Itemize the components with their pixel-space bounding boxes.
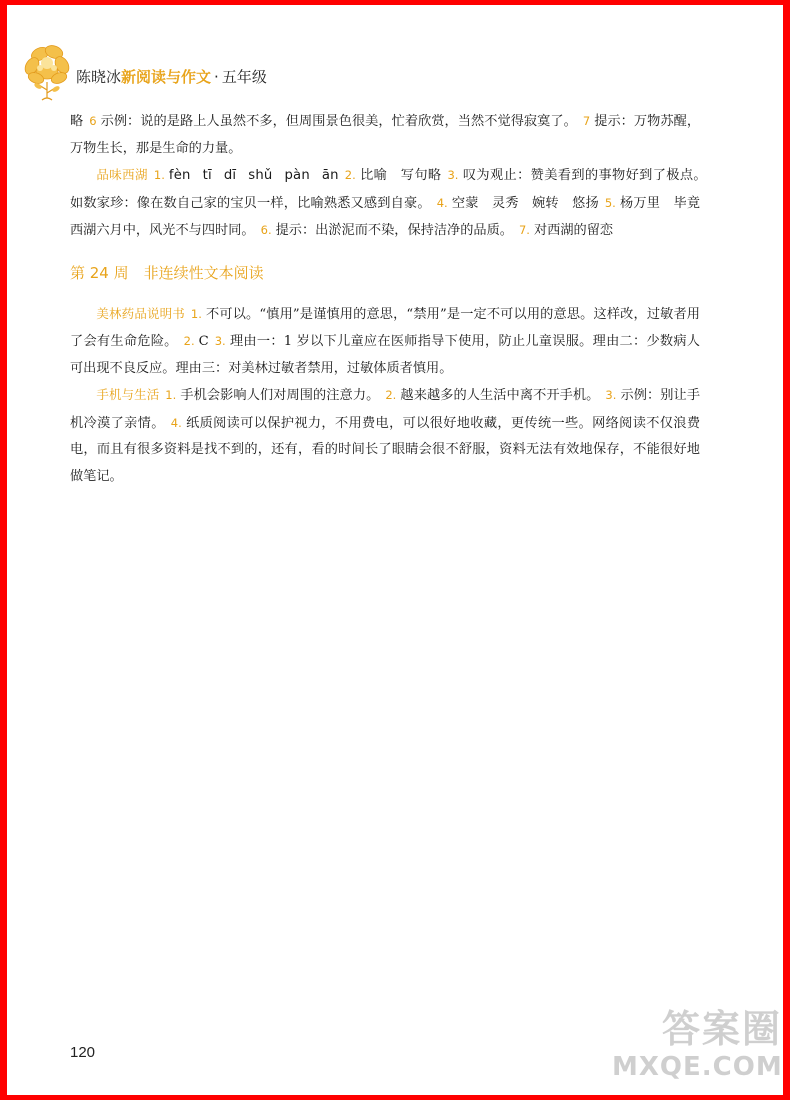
question-number: 1. (153, 168, 165, 182)
question-number: 5. (604, 195, 616, 210)
answer-text: C (198, 334, 209, 349)
question-number: 2. (183, 334, 195, 348)
watermark-cn: 答案圈 (661, 1007, 782, 1051)
article-title: 手机与生活 (96, 387, 160, 402)
question-number: 2. (385, 388, 397, 402)
header-author: 陈晓冰 (76, 68, 122, 86)
flower-logo-icon (18, 38, 76, 106)
header-title (76, 66, 267, 87)
answer-text: 不可以。“慎用”是谨慎用的意思，“禁用”是一定不可以用的意思。这样改，过敏者用了会有生命危险。 (70, 306, 700, 349)
answer-text: 杨万里 毕竟西湖六月中，风光不与四时同。 (70, 195, 701, 238)
pinyin-item: shǔ (248, 168, 273, 183)
answer-block-previous (70, 108, 700, 162)
article-title: 美林药品说明书 (96, 305, 185, 321)
answer-text: 纸质阅读可以保护视力，不用费电，可以很好地收藏，更传统一些。网络阅读不仅浪费电，而且有很多资料是找不到的，还有，看的时间长了眼睛会很不舒服，资料无法有效地保存，不能很好地做笔记。 (70, 415, 701, 484)
answer-text: 示例：说的是路上人虽然不多，但周围景色很美，忙着欣赏，当然不觉得寂寞了。 (100, 114, 577, 129)
answer-text: 比喻 写句略 (359, 168, 442, 183)
question-number: 6. (260, 223, 272, 237)
question-number: 7 (582, 114, 591, 128)
question-number: 6 (89, 114, 97, 128)
header-separator: · (214, 68, 219, 86)
answer-content (70, 108, 714, 490)
answer-text: 理由一：1 岁以下儿童应在医师指导下使用，防止儿童误服。理由二：少数病人可出现不良反应。理由三：对美林过敏者禁用，过敏体质者慎用。 (70, 334, 700, 376)
answer-block-west-lake (70, 162, 714, 245)
page-number: 120 (70, 1044, 96, 1061)
section-heading: 第 24 周 非连续性文本阅读 (70, 263, 264, 282)
question-number: 4. (170, 415, 182, 430)
answer-text: 提示：出淤泥而不染，保持洁净的品质。 (275, 223, 513, 238)
pinyin-answer (169, 168, 339, 183)
pinyin-item: dī (223, 168, 237, 183)
page-header (18, 38, 418, 108)
answer-text: 提示：万物苏醒，万物生长，那是生命的力量。 (70, 114, 701, 156)
answer-text: 手机会影响人们对周围的注意力。 (180, 388, 380, 403)
watermark-url: MXQE.COM (612, 1052, 783, 1082)
answer-text: 空蒙 灵秀 婉转 悠扬 (451, 195, 599, 211)
answer-text: 略 (70, 114, 84, 129)
pinyin-item: pàn (284, 168, 310, 183)
question-number: 3. (605, 388, 617, 402)
pinyin-item: tī (202, 168, 212, 183)
question-number: 7. (518, 223, 530, 237)
answer-block-phone (70, 382, 700, 490)
question-number: 3. (447, 168, 459, 182)
question-number: 4. (436, 195, 448, 210)
question-number: 3. (214, 334, 226, 348)
question-number: 1. (165, 388, 177, 402)
answer-text: 叹为观止：赞美看到的事物好到了极点。 如数家珍：像在数自己家的宝贝一样，比喻熟悉又感到自豪。 (70, 168, 714, 211)
pinyin-item: ān (321, 168, 339, 183)
question-number: 1. (190, 306, 202, 321)
article-title: 品味西湖 (96, 167, 148, 182)
question-number: 2. (344, 168, 356, 182)
watermark-logo (612, 1008, 782, 1094)
answer-text: 对西湖的留恋 (533, 223, 614, 238)
pinyin-item: fèn (168, 168, 191, 183)
answer-block-medicine (70, 301, 700, 383)
header-grade: 五年级 (221, 68, 267, 86)
answer-text: 越来越多的人生活中离不开手机。 (400, 388, 600, 403)
header-book-title: 新阅读与作文 (121, 68, 212, 86)
answer-text: 示例：别让手机冷漠了亲情。 (70, 388, 701, 431)
